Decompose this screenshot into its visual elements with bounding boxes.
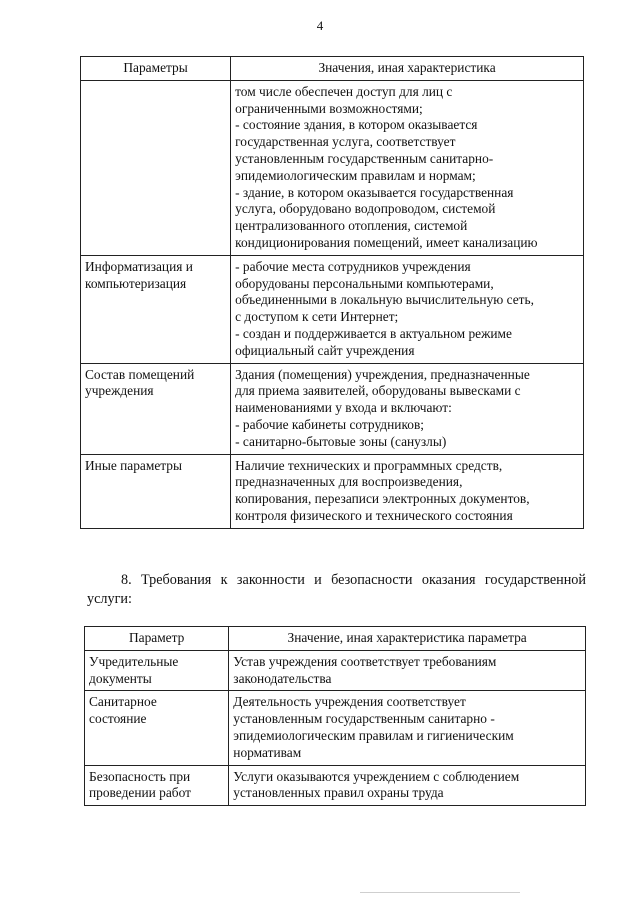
section-8-heading: 8. Требования к законности и безопасности оказания государственной услуги: [87,572,586,607]
scan-artifact-line [360,892,520,893]
cell-line: предназначенных для воспроизведения, [235,474,463,490]
cell-line: ограниченными возможностями; [235,100,423,116]
cell-line: Деятельность учреждения соответствует [233,694,466,710]
cell-line: проведении работ [89,785,191,801]
cell-line: с доступом к сети Интернет; [235,309,399,325]
cell-line: государственная услуга, соответствует [235,134,456,150]
cell-line: состояние [89,711,147,727]
cell-line: контроля физического и технического состояния [235,507,513,523]
legality-safety-table-body [85,650,586,805]
parameter-cell [81,454,231,528]
parameter-cell [81,80,231,255]
table-header-row [81,57,584,81]
table-row [85,650,586,691]
page-number: 4 [316,18,324,33]
table-row [81,454,584,528]
cell-line: официальный сайт учреждения [235,342,415,358]
parameter-cell [81,255,231,363]
cell-line: кондиционирования помещений, имеет канализацию [235,234,538,250]
cell-line: Санитарное [89,694,157,710]
cell-line: объединенными в локальную вычислительную сеть, [235,292,534,308]
cell-line: - санитарно-бытовые зоны (санузлы) [235,433,447,449]
cell-line: установленным государственным санитарно- [235,150,494,166]
cell-line: наименованиями у входа и включают: [235,400,452,416]
value-cell [231,80,584,255]
cell-line: Учредительные [89,653,179,669]
cell-line: Информатизация и [85,258,193,274]
parameters-table [80,56,584,529]
cell-line: установленных правил охраны труда [233,785,444,801]
cell-line: Устав учреждения соответствует требованиям [233,653,497,669]
cell-line: Здания (помещения) учреждения, предназначенные [235,366,530,382]
table-row [85,765,586,806]
cell-line: оборудованы персональными компьютерами, [235,275,494,291]
cell-line: - рабочие кабинеты сотрудников; [235,416,425,432]
value-cell [231,454,584,528]
value-cell [229,765,586,806]
cell-line: установленным государственным санитарно - [233,711,495,727]
parameter-cell [85,765,229,806]
parameters-table-body [81,80,584,528]
cell-line: Услуги оказываются учреждением с соблюдением [233,768,520,784]
column-header-parameter: Параметр [85,627,229,651]
cell-line: для приема заявителей, оборудованы вывесками с [235,383,521,399]
column-header-value: Значение, иная характеристика параметра [229,627,586,651]
table-row [85,691,586,765]
cell-line: документы [89,670,152,686]
table-header-row [85,627,586,651]
cell-line: Наличие технических и программных средств, [235,457,503,473]
cell-line: Состав помещений [85,366,195,382]
value-cell [231,255,584,363]
parameter-cell [81,363,231,454]
value-cell [229,650,586,691]
table-row [81,80,584,255]
table-row [81,363,584,454]
value-cell [231,363,584,454]
cell-line: Безопасность при [89,768,191,784]
cell-line: компьютеризация [85,275,187,291]
value-cell [229,691,586,765]
parameter-cell [85,650,229,691]
parameter-cell [85,691,229,765]
cell-line: нормативам [233,744,302,760]
column-header-parameters: Параметры [81,57,231,81]
cell-line: учреждения [85,383,154,399]
cell-line: законодательства [233,670,332,686]
cell-line: централизованного отопления, системой [235,218,468,234]
cell-line: - здание, в котором оказывается государственная [235,184,514,200]
cell-line: - состояние здания, в котором оказывается [235,117,478,133]
legality-safety-table [84,626,586,806]
cell-line: Иные параметры [85,457,182,473]
cell-line: эпидемиологическим правилам и нормам; [235,167,476,183]
cell-line: - создан и поддерживается в актуальном режиме [235,325,512,341]
cell-line: - рабочие места сотрудников учреждения [235,258,471,274]
cell-line: том числе обеспечен доступ для лиц с [235,83,453,99]
table-row [81,255,584,363]
cell-line: услуга, оборудовано водопроводом, системой [235,201,496,217]
cell-line: копирования, перезаписи электронных документов, [235,491,530,507]
cell-line: эпидемиологическим правилам и гигиеническим [233,727,514,743]
column-header-values: Значения, иная характеристика [231,57,584,81]
